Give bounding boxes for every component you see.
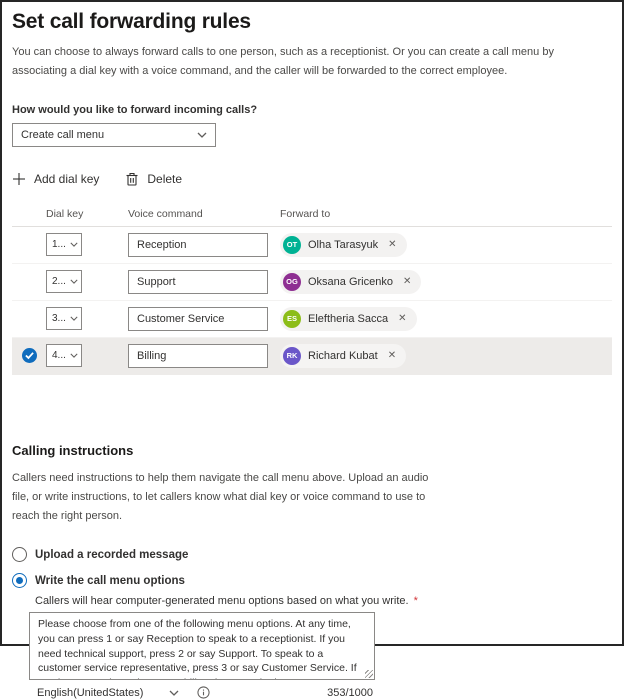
menu-options-textarea[interactable] [29,612,375,680]
avatar: RK [283,347,301,365]
person-name: Oksana Gricenko [308,275,393,288]
required-marker: * [413,595,418,608]
dial-key-dropdown[interactable] [46,344,82,367]
header-voice-command: Voice command [128,207,203,220]
dial-key-value: 4... [52,350,66,361]
header-dial-key: Dial key [46,207,84,220]
language-selected: English(UnitedStates) [37,686,144,699]
dial-key-value: 1... [52,239,66,250]
add-dial-key-button[interactable] [12,172,99,186]
textarea-footer [29,680,375,699]
dial-key-dropdown[interactable] [46,270,82,293]
delete-label: Delete [147,171,183,186]
trash-icon [125,172,139,186]
avatar: OT [283,236,301,254]
dial-key-table [12,203,612,375]
menu-options-hint [35,595,612,607]
chevron-down-icon [70,316,78,321]
voice-command-input[interactable] [128,307,268,331]
person-name: Eleftheria Sacca [308,312,389,325]
forward-to-person-chip[interactable] [280,344,406,368]
hint-text: Callers will hear computer-generated menu options based on what you write. [35,595,409,608]
plus-icon [12,172,26,186]
page-title: Set call forwarding rules [12,10,251,33]
row-selected-check-icon[interactable] [22,348,37,363]
page-description: You can choose to always forward calls to one person, such as a receptionist. Or you can create a call menu by associating a dial key with a voice command, and the caller will be forwarded to the correct employee. [12,46,554,78]
remove-person-button[interactable]: ✕ [388,238,397,250]
voice-command-input[interactable] [128,233,268,257]
avatar: OG [283,273,301,291]
dial-key-value: 2... [52,276,66,287]
radio-write-call-menu-options[interactable] [12,573,612,588]
set-call-forwarding-page [2,2,622,699]
forward-method-dropdown[interactable] [12,123,216,147]
voice-command-input[interactable] [128,270,268,294]
chevron-down-icon [70,242,78,247]
radio-upload-recorded-message[interactable] [12,547,612,562]
radio-upload-label: Upload a recorded message [35,548,189,561]
voice-command-input[interactable] [128,344,268,368]
dial-key-value: 3... [52,313,66,324]
menu-options-textarea-wrap [29,612,375,680]
remove-person-button[interactable]: ✕ [387,349,397,361]
calling-instructions-title: Calling instructions [12,442,134,458]
row-select-cell[interactable] [12,348,46,363]
radio-button-icon-selected[interactable] [12,573,27,588]
table-row[interactable] [12,338,612,375]
person-name: Richard Kubat [308,349,378,362]
delete-button[interactable] [125,172,182,186]
forward-question-label: How would you like to forward incoming calls? [12,103,258,116]
table-row[interactable] [12,264,612,301]
avatar: ES [283,310,301,328]
calling-instructions-description: Callers need instructions to help them navigate the call menu above. Upload an audio file, or write instructions, to let callers know what dial key or voice command to use to reach the right person. [12,471,429,522]
radio-write-label: Write the call menu options [35,574,185,587]
chevron-down-icon [197,132,207,138]
chevron-down-icon [70,353,78,358]
forward-to-person-chip[interactable] [280,233,407,257]
person-name: Olha Tarasyuk [308,238,379,251]
chevron-down-icon [70,279,78,284]
table-header-row [12,203,612,227]
resize-handle[interactable] [365,670,373,678]
radio-button-icon[interactable] [12,547,27,562]
table-row[interactable] [12,227,612,264]
add-dial-key-label: Add dial key [34,171,100,186]
dial-key-dropdown[interactable] [46,307,82,330]
table-body [12,227,612,375]
header-forward-to: Forward to [280,207,331,220]
forward-method-selected: Create call menu [21,128,105,141]
language-dropdown[interactable] [37,687,179,699]
forward-to-person-chip[interactable] [280,307,417,331]
info-icon[interactable] [197,686,210,699]
dial-key-dropdown[interactable] [46,233,82,256]
table-toolbar [12,172,612,186]
character-count: 353/1000 [327,686,373,699]
table-row[interactable] [12,301,612,338]
forward-to-person-chip[interactable] [280,270,421,294]
remove-person-button[interactable]: ✕ [398,312,407,324]
chevron-down-icon [169,690,179,696]
remove-person-button[interactable]: ✕ [402,275,412,287]
